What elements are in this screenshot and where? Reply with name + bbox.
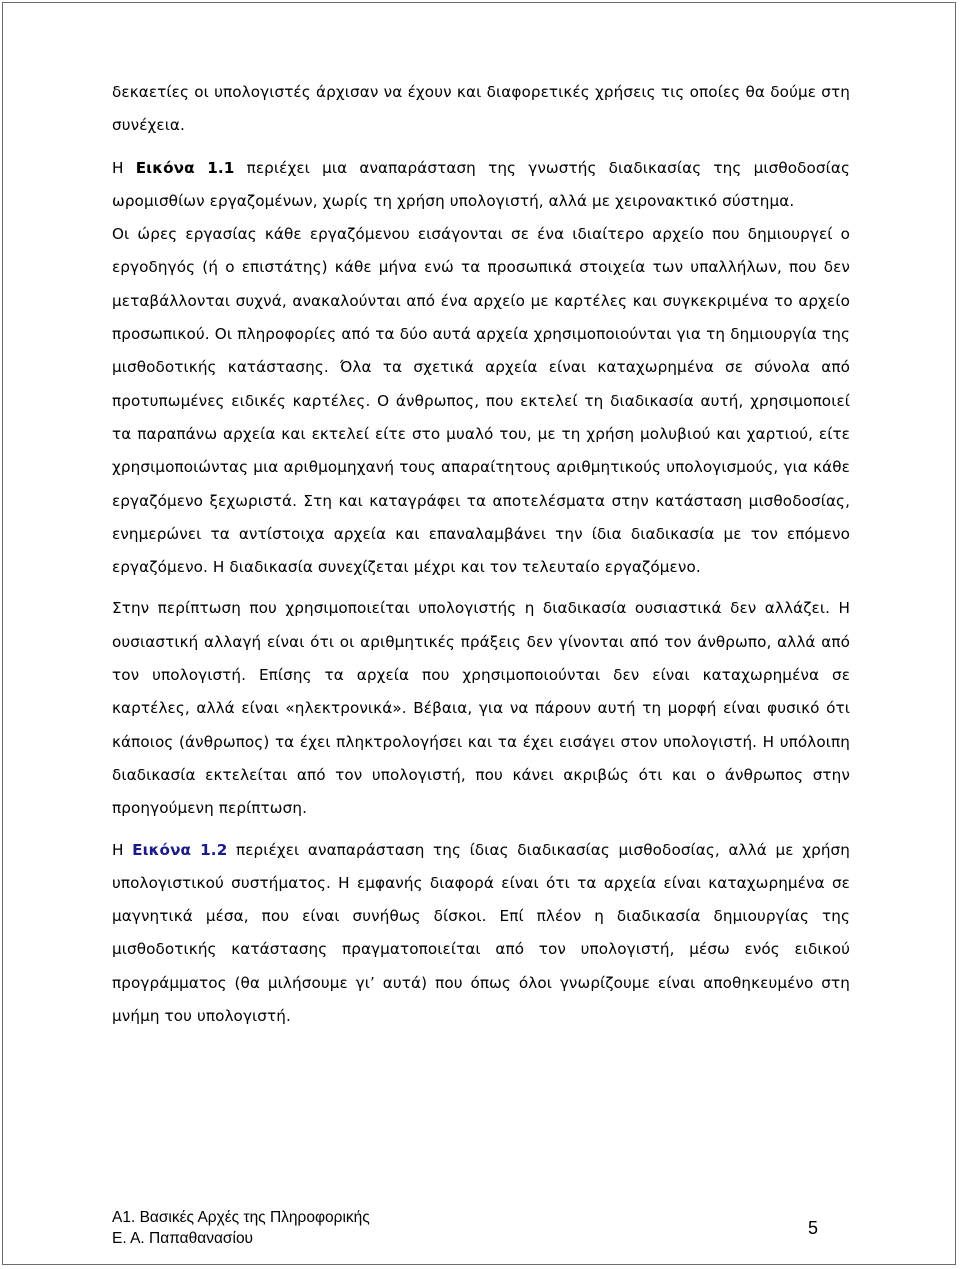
page-number: 5	[808, 1218, 819, 1238]
figure-1-1-text: περιέχει μια αναπαράσταση της γνωστής διαδικασίας της μισθοδοσίας ωρομισθίων εργαζομένων, χωρίς τη χρήση υπολογιστή, αλλά με χειρονακτικό σύστημα.	[112, 158, 850, 210]
page-footer	[112, 1207, 370, 1249]
figure-ref-1-1-number: 1	[223, 158, 235, 177]
footer-course-title: Α1. Βασικές Αρχές της Πληροφορικής	[112, 1209, 370, 1226]
paragraph-manual-process: Οι ώρες εργασίας κάθε εργαζόμενου εισάγονται σε ένα ιδιαίτερο αρχείο που δημιουργεί ο εργοδηγός (ή ο επιστάτης) κάθε μήνα ενώ τα προσωπικά στοιχεία των υπαλλήλων, που δεν μεταβάλλονται συχνά, ανακαλούνται από ένα αρχείο με καρτέλες και συγκεκριμένα το αρχείο προσωπικού. Οι πληροφορίες από τα δύο αυτά αρχεία χρησιμοποιούνται για τη δημιουργία της μισθοδοτικής κατάστασης. Όλα τα σχετικά αρχεία είναι καταχωρημένα σε σύνολα από προτυπωμένες ειδικές καρτέλες. Ο άνθρωπος, που εκτελεί τη διαδικασία αυτή, χρησιμοποιεί τα παραπάνω αρχεία και εκτελεί είτε στο μυαλό του, με τη χρήση μολυβιού και χαρτιού, είτε χρησιμοποιώντας μια αριθμομηχανή τους απαραίτητους αριθμητικούς υπολογισμούς, για κάθε εργαζόμενο ξεχωριστά. Στη και καταγράφει τα αποτελέσματα στην κατάσταση μισθοδοσίας, ενημερώνει τα αντίστοιχα αρχεία και επαναλαμβάνει την ίδια διαδικασία με τον επόμενο εργαζόμενο. Η διαδικασία συνεχίζεται μέχρι και τον τελευταίο εργαζόμενο.	[112, 225, 850, 577]
paragraph-computer-process: Στην περίπτωση που χρησιμοποιείται υπολογιστής η διαδικασία ουσιαστικά δεν αλλάζει. Η ουσιαστική αλλαγή είναι ότι οι αριθμητικές πράξεις δεν γίνονται από τον άνθρωπο, αλλά από τον υπολογιστή. Επίσης τα αρχεία που χρησιμοποιούνται δεν είναι καταχωρημένα σε καρτέλες, αλλά είναι «ηλεκτρονικά». Βέβαια, για να πάρουν αυτή τη μορφή είναι φυσικό ότι κάποιος (άνθρωπος) τα έχει πληκτρολογήσει και τα έχει εισάγει στον υπολογιστή. Η υπόλοιπη διαδικασία εκτελείται από τον υπολογιστή, που κάνει ακριβώς ότι και ο άνθρωπος στην προηγούμενη περίπτωση.	[112, 599, 850, 818]
figure-ref-1-2-word: Εικόνα 1.	[132, 840, 217, 859]
figure-ref-prefix: Η	[112, 840, 133, 859]
paragraph-intro: δεκαετίες οι υπολογιστές άρχισαν να έχουν και διαφορετικές χρήσεις τις οποίες θα δούμε στη συνέχεια.	[112, 83, 850, 135]
footer-author: Ε. Α. Παπαθανασίου	[112, 1230, 254, 1247]
document-body	[112, 76, 850, 1033]
figure-ref-1-1-word: Εικόνα 1.	[135, 158, 224, 177]
paragraph-figure-1-1	[112, 152, 850, 219]
figure-ref-1-2-number: 2	[216, 840, 228, 859]
figure-ref-prefix: Η	[112, 158, 136, 177]
paragraph-figure-1-2	[112, 834, 850, 1034]
figure-1-2-text: περιέχει αναπαράσταση της ίδιας διαδικασίας μισθοδοσίας, αλλά με χρήση υπολογιστικού συστήματος. Η εμφανής διαφορά είναι ότι τα αρχεία είναι καταχωρημένα σε μαγνητικά μέσα, που είναι συνήθως δίσκοι. Επί πλέον η διαδικασία δημιουργίας της μισθοδοτικής κατάστασης πραγματοποιείται από τον υπολογιστή, μέσω ενός ειδικού προγράμματος (θα μιλήσουμε γι’ αυτά) που όπως όλοι γνωρίζουμε είναι αποθηκευμένο στη μνήμη του υπολογιστή.	[112, 840, 850, 1026]
